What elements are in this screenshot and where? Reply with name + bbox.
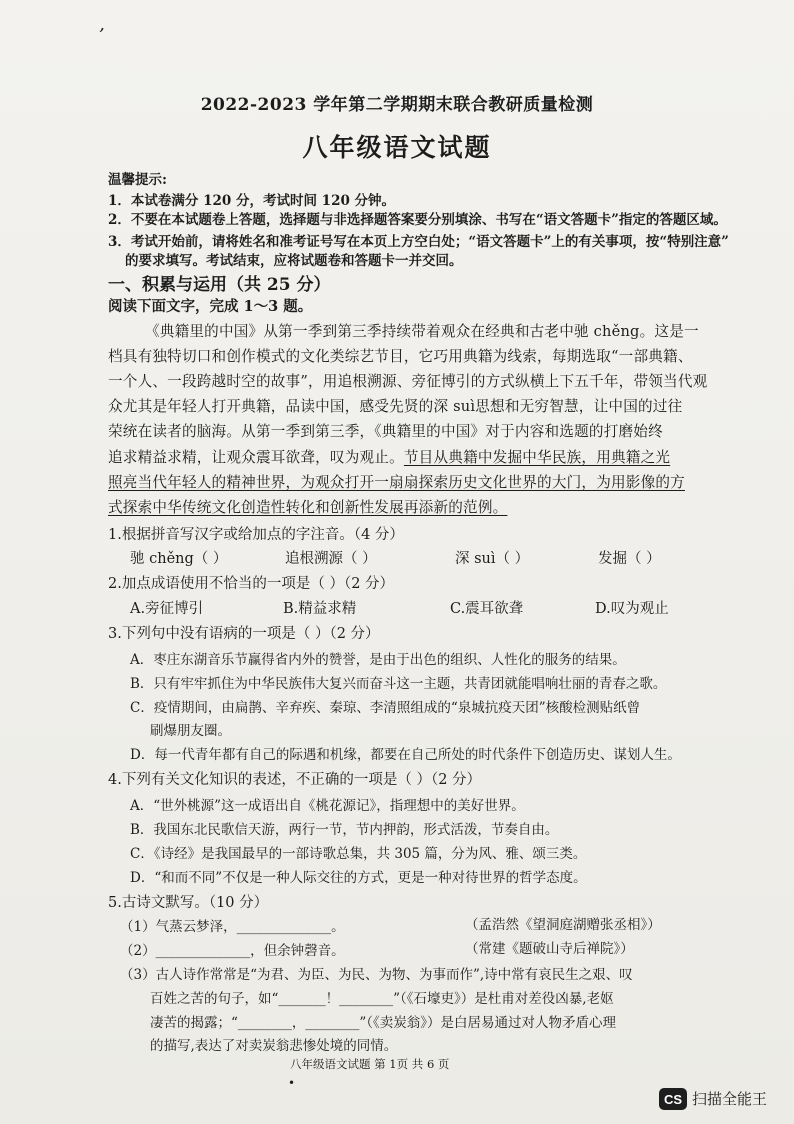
passage-line-3: 一个人、一段跨越时空的故事”，用追根溯源、旁征博引的方式纵横上下五千年，带领当代观 bbox=[108, 373, 708, 390]
exam-title: 2022-2023 学年第二学期期末联合教研质量检测 bbox=[200, 95, 594, 115]
stray-mark-bottom: • bbox=[288, 1076, 296, 1090]
section-1-instruction: 阅读下面文字，完成 1～3 题。 bbox=[108, 298, 313, 315]
section-1-heading: 一、积累与运用（共 25 分） bbox=[108, 275, 331, 295]
q5-item-2: （2）______________，但余钟磬音。 bbox=[120, 943, 345, 959]
passage-line-5: 荣统在读者的脑海。从第一季到第三季，《典籍里的中国》对于内容和选题的打磨始终 bbox=[108, 423, 663, 440]
q1-option-b: 追根溯源（ ） bbox=[285, 551, 377, 567]
q4-option-a: A．“世外桃源”这一成语出自《桃花源记》，指理想中的美好世界。 bbox=[130, 798, 525, 814]
q4-option-d: D．“和而不同”不仅是一种人际交往的方式，更是一种对待世界的哲学态度。 bbox=[130, 870, 587, 886]
passage-line-6-plain: 追求精益求精，让观众震耳欲聋，叹为观止。 bbox=[108, 449, 404, 466]
page-footer: 八年级语文试题 第 1页 共 6 页 bbox=[290, 1057, 450, 1071]
q3-option-b: B．只有牢牢抓住为中华民族伟大复兴而奋斗这一主题，共青团就能唱响壮丽的青春之歌。 bbox=[130, 676, 667, 692]
q5-item-3-line-1: （3）古人诗作常常是“为君、为臣、为民、为物、为事而作”,诗中常有哀民生之艰、叹 bbox=[120, 967, 633, 983]
note-item-1: 1．本试卷满分 120 分，考试时间 120 分钟。 bbox=[108, 193, 396, 209]
q5-item-2-source: （常建《题破山寺后禅院》） bbox=[465, 941, 634, 957]
q5-item-3-line-2: 百姓之苦的句子，如“_______！________”（《石壕吏》）是杜甫对差役凶暴,老妪 bbox=[150, 991, 614, 1007]
q3-option-d: D．每一代青年都有自己的际遇和机缘，都要在自己所处的时代条件下创造历史、谋划人生。 bbox=[130, 747, 681, 763]
q5-stem: 5.古诗文默写。（10 分） bbox=[108, 895, 269, 911]
passage-underlined-line-7: 照亮当代年轻人的精神世界，为观众打开一扇扇探索历史文化世界的大门，为用影像的方 bbox=[108, 474, 685, 491]
q5-item-1: （1）气蒸云梦泽，______________。 bbox=[120, 919, 345, 935]
q1-stem: 1.根据拼音写汉字或给加点的字注音。（4 分） bbox=[108, 527, 404, 543]
q2-option-d: D.叹为观止 bbox=[595, 601, 669, 617]
q3-option-c-line-1: C．疫情期间，由扁鹊、辛弃疾、秦琼、李清照组成的“泉城抗疫天团”核酸检测贴纸曾 bbox=[130, 700, 641, 716]
q4-option-c: C．《诗经》是我国最早的一部诗歌总集，共 305 篇，分为风、雅、颂三类。 bbox=[130, 846, 587, 862]
q4-stem: 4.下列有关文化知识的表述，不正确的一项是（ ）（2 分） bbox=[108, 772, 482, 788]
subject-title: 八年级语文试题 bbox=[302, 133, 492, 162]
q1-option-c: 深 suì（ ） bbox=[455, 551, 530, 567]
q5-item-3-line-4: 的描写,表达了对卖炭翁悲惨处境的同情。 bbox=[150, 1038, 398, 1054]
q1-option-d: 发掘（ ） bbox=[598, 551, 661, 567]
note-item-2: 2．不要在本试题卷上答题，选择题与非选择题答案要分别填涂、书写在“语文答题卡”指定的答题区域。 bbox=[108, 212, 727, 228]
q2-option-a: A.旁征博引 bbox=[130, 601, 204, 617]
passage-underlined-line-8: 式探索中华传统文化创造性转化和创新性发展再添新的范例。 bbox=[108, 499, 508, 516]
notes-label: 温馨提示: bbox=[108, 172, 167, 188]
passage-underlined-start: 节目从典籍中发掘中华民族，用典籍之光 bbox=[403, 449, 671, 466]
passage-line-6 bbox=[108, 446, 670, 467]
q2-option-b: B.精益求精 bbox=[283, 601, 357, 617]
camscanner-logo-icon: CS bbox=[659, 1088, 687, 1110]
passage-line-1: 《典籍里的中国》从第一季到第三季持续带着观众在经典和古老中驰 chěng。这是一 bbox=[145, 323, 699, 340]
q3-option-c-line-2: 刷爆朋友圈。 bbox=[150, 723, 231, 739]
q4-option-b: B．我国东北民歌信天游，两行一节，节内押韵，形式活泼，节奏自由。 bbox=[130, 822, 559, 838]
q2-option-c: C.震耳欲聋 bbox=[450, 601, 524, 617]
passage-line-2: 档具有独特切口和创作模式的文化类综艺节目，它巧用典籍为线索，每期选取“一部典籍、 bbox=[108, 348, 693, 365]
stray-mark: , bbox=[98, 13, 108, 36]
camscanner-watermark-text: 扫描全能王 bbox=[692, 1090, 768, 1108]
q3-option-a: A．枣庄东湖音乐节赢得省内外的赞誉，是由于出色的组织、人性化的服务的结果。 bbox=[130, 652, 626, 668]
passage-line-4: 众尤其是年轻人打开典籍，品读中国，感受先贤的深 suì思想和无穷智慧，让中国的过往 bbox=[108, 398, 683, 415]
note-item-3-line-2: 的要求填写。考试结束，应将试题卷和答题卡一并交回。 bbox=[125, 253, 463, 269]
q5-item-3-line-3: 凄苦的揭露；“________，________”（《卖炭翁》）是白居易通过对人物矛盾心理 bbox=[150, 1015, 617, 1031]
q2-stem: 2.加点成语使用不恰当的一项是（ ）（2 分） bbox=[108, 576, 395, 592]
q3-stem: 3.下列句中没有语病的一项是（ ）（2 分） bbox=[108, 626, 380, 642]
q1-option-a: 驰 chěng（ ） bbox=[130, 551, 228, 567]
note-item-3-line-1: 3．考试开始前，请将姓名和准考证号写在本页上方空白处；“语文答题卡”上的有关事项，按“特别注意” bbox=[108, 234, 729, 250]
q5-item-1-source: （孟浩然《望洞庭湖赠张丞相》） bbox=[465, 917, 661, 933]
